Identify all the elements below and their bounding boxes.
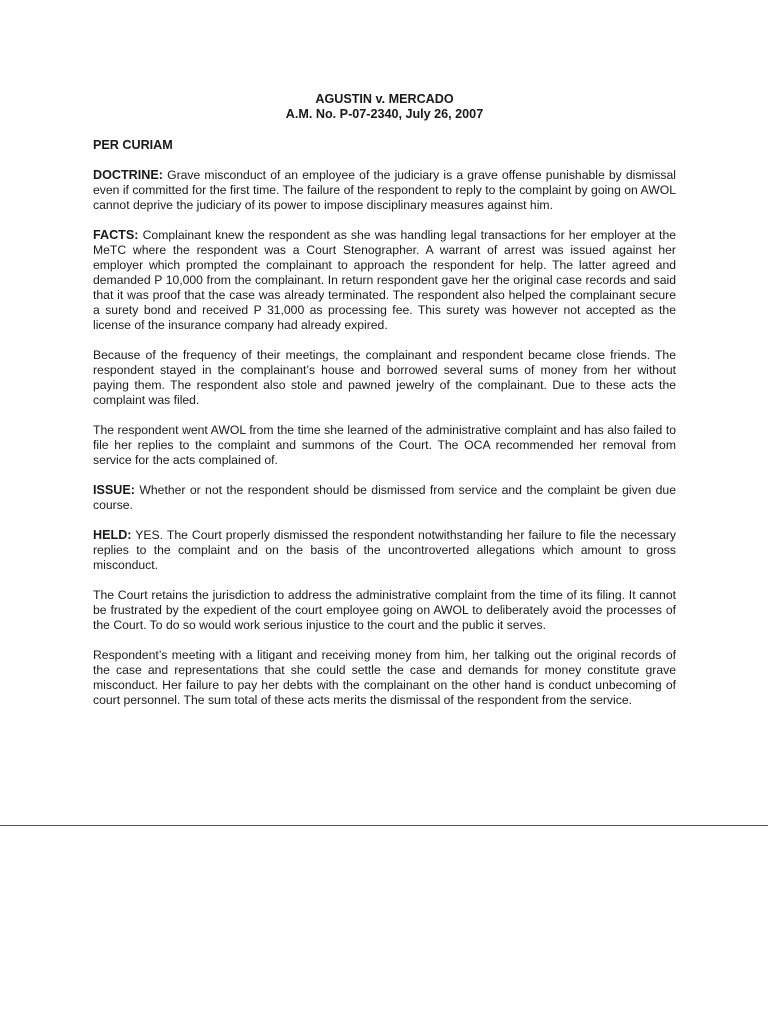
doctrine-label: DOCTRINE: [93, 168, 163, 182]
doctrine-text: Grave misconduct of an employee of the judiciary is a grave offense punishable by dismissal even if committed for the first time. The failure of the respondent to reply to the complaint by going on AWOL cannot deprive the judiciary of its power to impose disciplinary measures against him. [93, 168, 676, 212]
document-content [93, 92, 676, 708]
facts-paragraph-3: The respondent went AWOL from the time she learned of the administrative complaint and has also failed to file her replies to the complaint and summons of the Court. The OCA recommended her removal from service for the acts complained of. [93, 423, 676, 467]
held-paragraph-2: The Court retains the jurisdiction to address the administrative complaint from the time of its filing. It cannot be frustrated by the expedient of the court employee going on AWOL to deliberately avoid the processes of the Court. To do so would work serious injustice to the court and the public it serves. [93, 588, 676, 632]
case-title: AGUSTIN v. MERCADO [315, 92, 454, 106]
per-curiam-heading: PER CURIAM [93, 138, 173, 152]
held-label: HELD: [93, 528, 132, 542]
facts-paragraph-2: Because of the frequency of their meetings, the complainant and respondent became close friends. The respondent stayed in the complainant’s house and borrowed several sums of money from her without paying them. The respondent also stole and pawned jewelry of the complainant. Due to these acts the complaint was filed. [93, 348, 676, 407]
case-citation: A.M. No. P-07-2340, July 26, 2007 [285, 107, 484, 121]
facts-paragraph [93, 228, 676, 333]
issue-label: ISSUE: [93, 483, 135, 497]
facts-label: FACTS: [93, 228, 139, 242]
held-paragraph-3: Respondent’s meeting with a litigant and receiving money from him, her talking out the original records of the case and representations that she could settle the case and demands for money constitute grave misconduct. Her failure to pay her debts with the complainant on the other hand is conduct unbecoming of court personnel. The sum total of these acts merits the dismissal of the respondent from the service. [93, 648, 676, 707]
issue-paragraph [93, 483, 676, 513]
held-paragraph [93, 528, 676, 573]
page-divider [0, 825, 768, 826]
facts-text: Complainant knew the respondent as she was handling legal transactions for her employer at the MeTC where the respondent was a Court Stenographer. A warrant of arrest was issued against her employer which prompted the complainant to approach the respondent for help. The latter agreed and demanded P 10,000 from the complainant. In return respondent gave her the original case records and said that it was proof that the case was already terminated. The respondent also helped the complainant secure a surety bond and received P 31,000 as processing fee. This surety was however not accepted as the license of the insurance company had already expired. [93, 228, 676, 332]
issue-text: Whether or not the respondent should be dismissed from service and the complaint be given due course. [93, 483, 676, 512]
held-text: YES. The Court properly dismissed the respondent notwithstanding her failure to file the necessary replies to the complaint and on the basis of the uncontroverted allegations which amount to gross misconduct. [93, 528, 676, 572]
doctrine-paragraph [93, 168, 676, 213]
